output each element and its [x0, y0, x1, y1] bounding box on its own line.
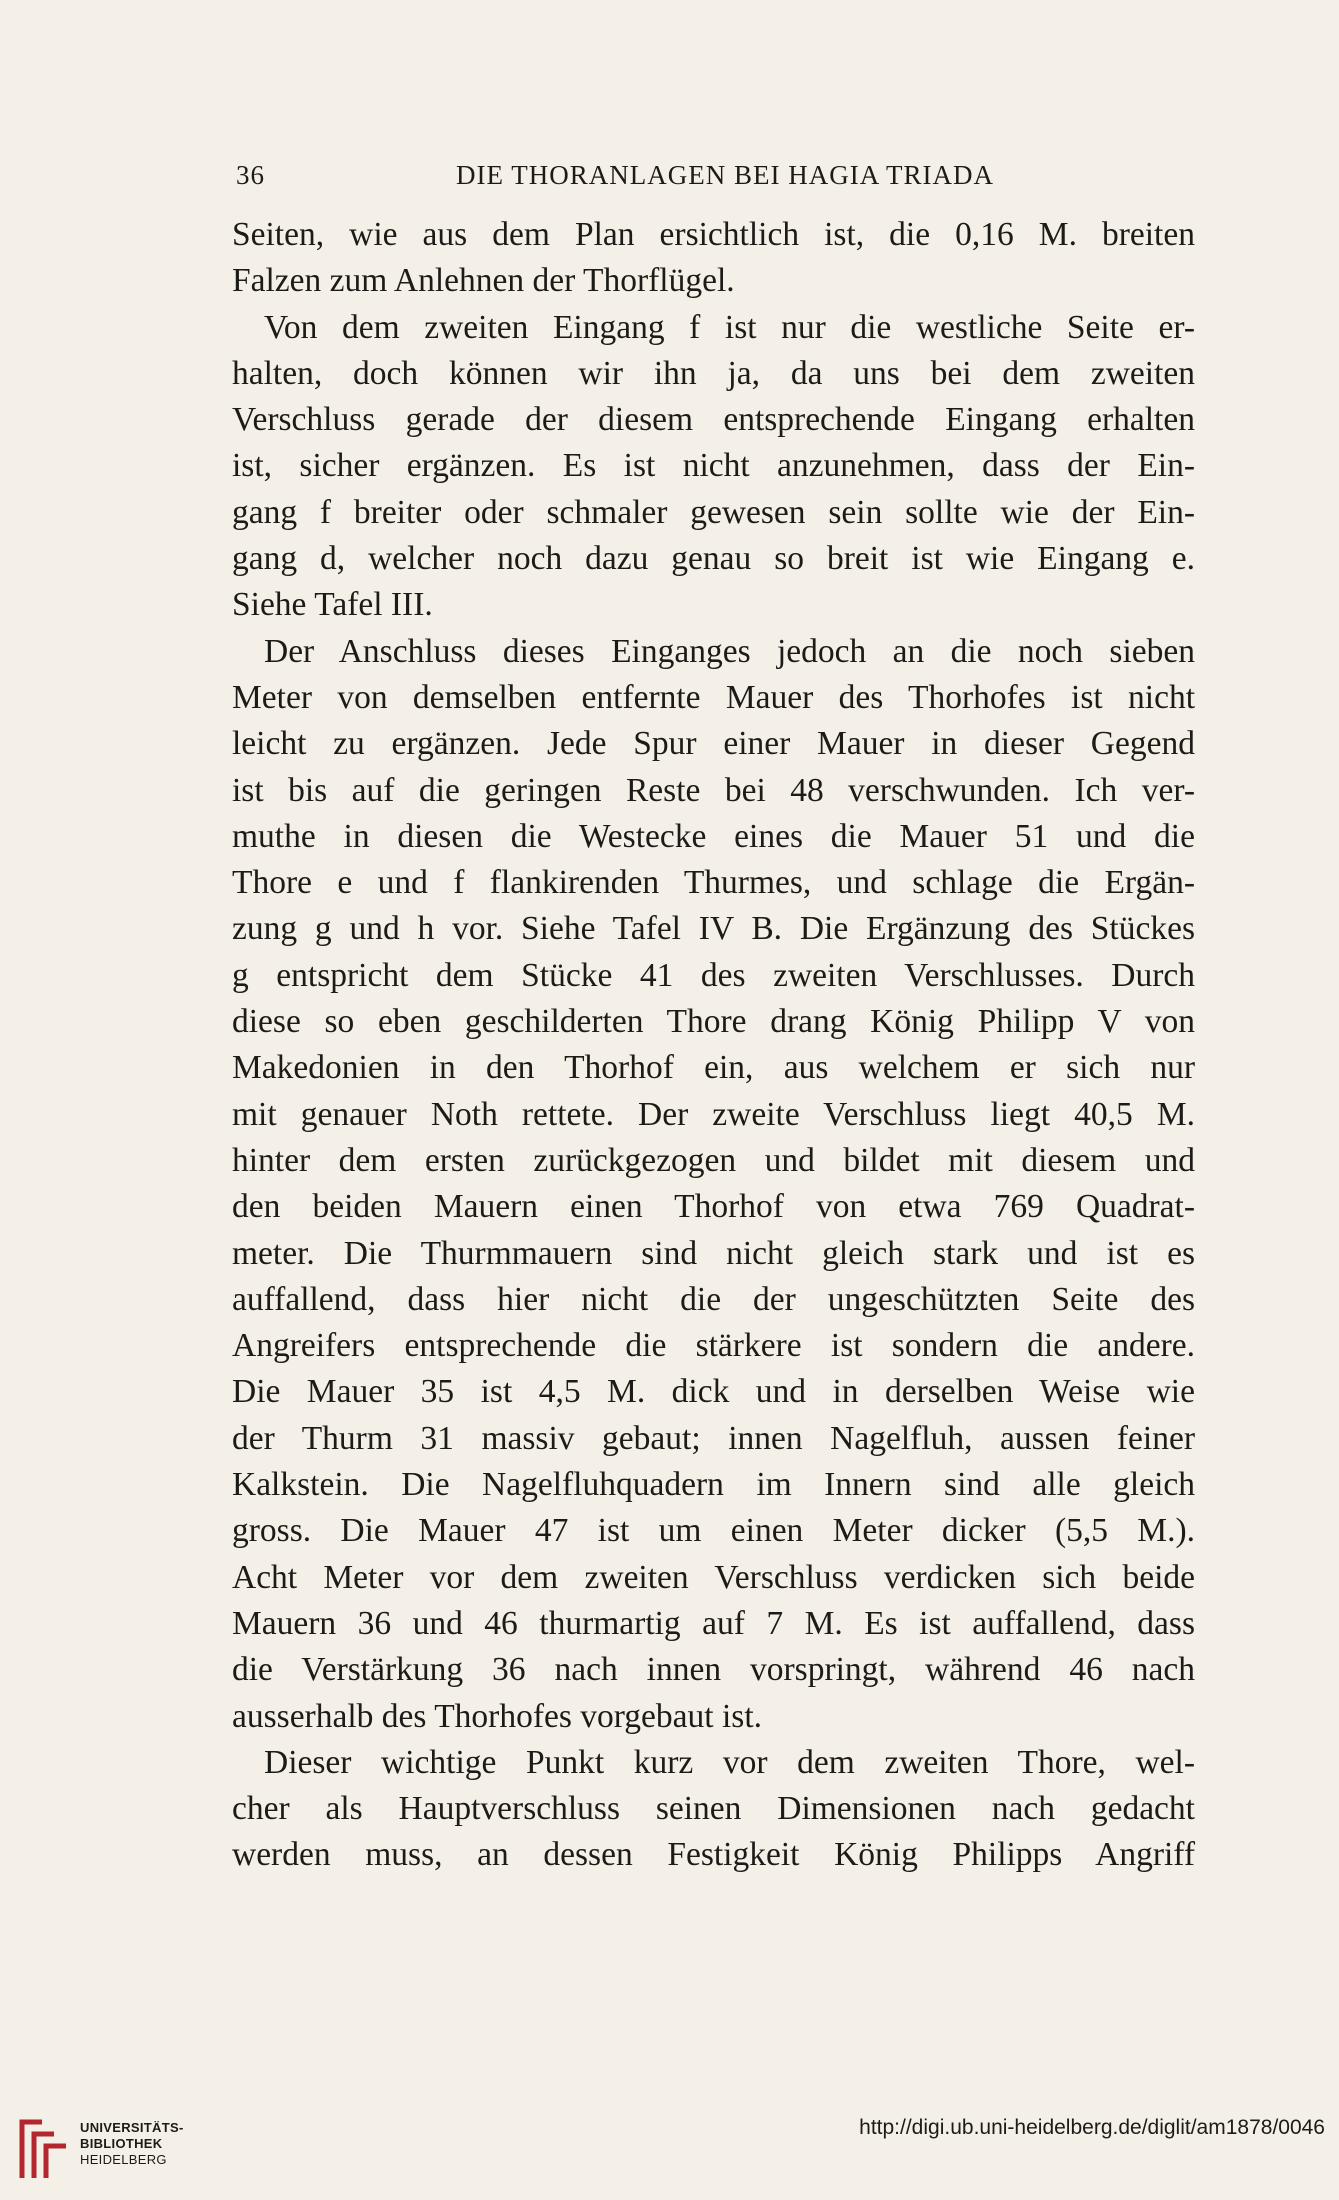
library-name	[80, 2120, 184, 2168]
text-line: Dieser wichtige Punkt kurz vor dem zweiten Thore, wel-	[264, 1743, 1195, 1781]
library-name-line2: BIBLIOTHEK	[80, 2136, 163, 2151]
text-line: Von dem zweiten Eingang f ist nur die westliche Seite er-	[264, 308, 1195, 346]
text-line: mit genauer Noth rettete. Der zweite Verschluss liegt 40,5 M.	[232, 1095, 1195, 1133]
text-line: gang d, welcher noch dazu genau so breit ist wie Eingang e.	[232, 540, 1195, 578]
text-line: leicht zu ergänzen. Jede Spur einer Mauer in dieser Gegend	[232, 725, 1195, 763]
text-line: halten, doch können wir ihn ja, da uns bei dem zweiten	[232, 354, 1195, 392]
text-line: Thore e und f flankirenden Thurmes, und schlage die Ergän-	[232, 864, 1195, 902]
text-line: Die Mauer 35 ist 4,5 M. dick und in derselben Weise wie	[232, 1373, 1195, 1411]
text-line: muthe in diesen die Westecke eines die Mauer 51 und die	[232, 817, 1195, 855]
text-line: g entspricht dem Stücke 41 des zweiten Verschlusses. Durch	[232, 956, 1195, 994]
text-line: der Thurm 31 massiv gebaut; innen Nagelfluh, aussen feiner	[232, 1419, 1195, 1457]
text-line: gross. Die Mauer 47 ist um einen Meter dicker (5,5 M.).	[232, 1512, 1195, 1550]
text-line: meter. Die Thurmmauern sind nicht gleich stark und ist es	[232, 1234, 1195, 1272]
library-name-line3: HEIDELBERG	[80, 2152, 167, 2167]
text-line: ausserhalb des Thorhofes vorgebaut ist.	[232, 1697, 762, 1735]
text-line: die Verstärkung 36 nach innen vorspringt, während 46 nach	[232, 1651, 1195, 1689]
text-line: Acht Meter vor dem zweiten Verschluss verdicken sich beide	[232, 1558, 1195, 1596]
text-line: Meter von demselben entfernte Mauer des Thorhofes ist nicht	[232, 678, 1195, 716]
text-line: cher als Hauptverschluss seinen Dimensionen nach gedacht	[232, 1790, 1195, 1828]
library-name-line1: UNIVERSITÄTS-	[80, 2120, 184, 2135]
text-line: den beiden Mauern einen Thorhof von etwa 769 Quadrat-	[232, 1188, 1195, 1226]
body-text	[232, 212, 1195, 1879]
text-line: ist bis auf die geringen Reste bei 48 verschwunden. Ich ver-	[232, 771, 1195, 809]
text-line: werden muss, an dessen Festigkeit König Philipps Angriff	[232, 1836, 1195, 1874]
text-line: Mauern 36 und 46 thurmartig auf 7 M. Es ist auffallend, dass	[232, 1604, 1195, 1642]
university-library-logo-icon	[12, 2108, 72, 2184]
text-line: Der Anschluss dieses Einganges jedoch an die noch sieben	[264, 632, 1195, 670]
running-title: DIE THORANLAGEN BEI HAGIA TRIADA	[456, 160, 994, 190]
page-number: 36	[236, 160, 265, 190]
text-line: Makedonien in den Thorhof ein, aus welchem er sich nur	[232, 1049, 1195, 1087]
text-line: Angreifers entsprechende die stärkere ist sondern die andere.	[232, 1327, 1195, 1365]
text-line: hinter dem ersten zurückgezogen und bildet mit diesem und	[232, 1141, 1195, 1179]
page-header	[236, 160, 1196, 200]
text-line: auffallend, dass hier nicht die der ungeschützten Seite des	[232, 1280, 1195, 1318]
source-url[interactable]: http://digi.ub.uni-heidelberg.de/diglit/am1878/0046	[859, 2116, 1325, 2139]
text-line: diese so eben geschilderten Thore drang König Philipp V von	[232, 1003, 1195, 1041]
text-line: Verschluss gerade der diesem entsprechende Eingang erhalten	[232, 401, 1195, 439]
footer	[0, 2100, 1339, 2200]
text-line: zung g und h vor. Siehe Tafel IV B. Die Ergänzung des Stückes	[232, 910, 1195, 948]
text-line: Kalkstein. Die Nagelfluhquadern im Innern sind alle gleich	[232, 1466, 1195, 1504]
text-line: Falzen zum Anlehnen der Thorflügel.	[232, 262, 735, 300]
text-line: Seiten, wie aus dem Plan ersichtlich ist, die 0,16 M. breiten	[232, 216, 1195, 253]
text-line: Siehe Tafel III.	[232, 586, 433, 624]
text-line: ist, sicher ergänzen. Es ist nicht anzunehmen, dass der Ein-	[232, 447, 1195, 485]
text-line: gang f breiter oder schmaler gewesen sein sollte wie der Ein-	[232, 493, 1195, 531]
